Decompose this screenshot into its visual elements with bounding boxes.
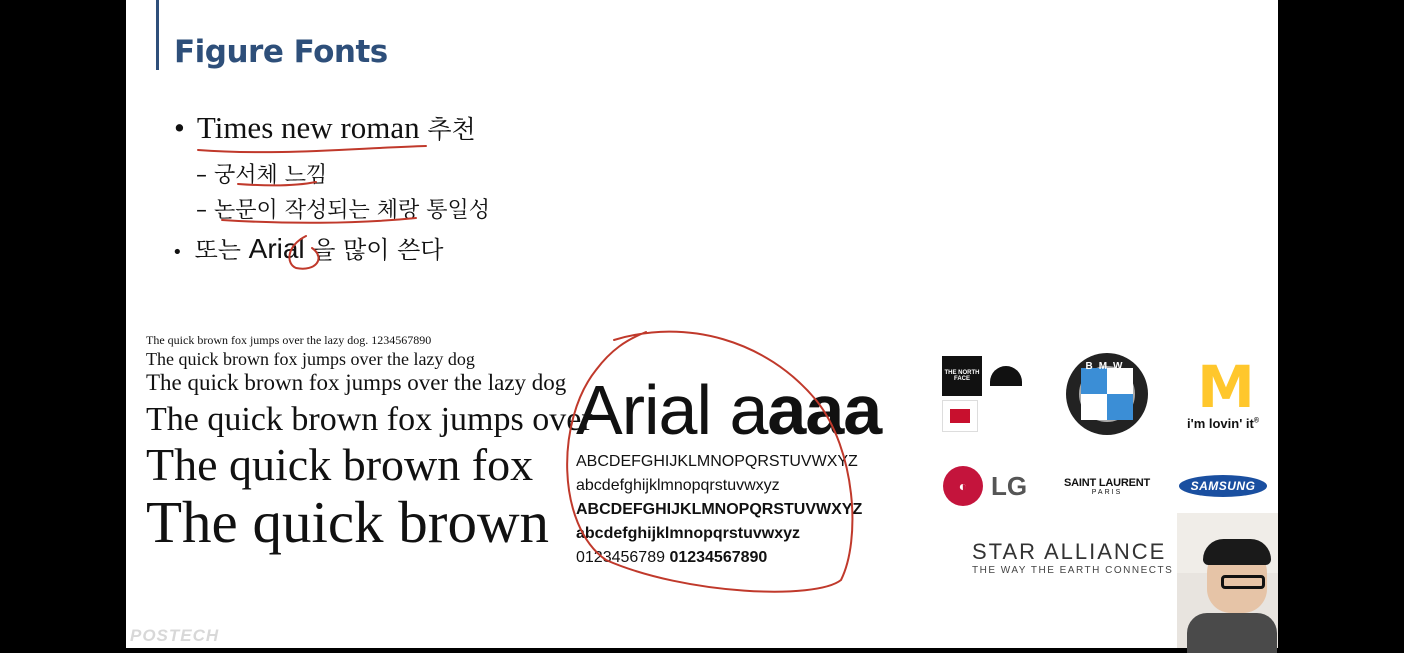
times-sample-line: The quick brown fox jumps over — [146, 400, 593, 438]
times-sample-line: The quick brown — [146, 488, 550, 555]
underline-times-icon — [198, 146, 426, 152]
bullet-arial-post: 을 많이 쓴다 — [312, 236, 444, 264]
arial-lower: abcdefghijklmnopqrstuvwxyz — [576, 477, 780, 494]
times-sample-line: The quick brown fox jumps over the lazy dog. 1234567890 — [146, 333, 432, 347]
north-face-row — [942, 356, 1022, 396]
bullet-dot-icon: • — [172, 242, 183, 263]
slide-title: Figure Fonts — [174, 34, 388, 70]
saint-laurent-logo — [1046, 440, 1168, 532]
saint-laurent-paris: PARIS — [1091, 488, 1123, 496]
lg-text: LG — [990, 470, 1028, 501]
webcam-glasses-icon — [1221, 575, 1265, 589]
bullet-dot-icon: • — [174, 110, 185, 145]
mcdonalds-tm: ® — [1253, 417, 1260, 425]
mcdonalds-logo — [1168, 348, 1278, 440]
bullet-times-kr: 추천 — [427, 115, 476, 144]
webcam-hair-icon — [1203, 539, 1271, 565]
north-face-logo — [924, 348, 1046, 440]
bmw-roundel-icon — [1066, 353, 1148, 435]
bmw-label: BMW — [1085, 361, 1129, 372]
title-accent-bar — [156, 0, 159, 70]
arial-lower-bold: abcdefghijklmnopqrstuvwxyz — [576, 525, 801, 542]
bullet-times — [174, 110, 476, 146]
samsung-text: SAMSUNG — [1179, 475, 1268, 497]
arial-digits-bold: 01234567890 — [669, 549, 768, 566]
arial-upper: ABCDEFGHIJKLMNOPQRSTUVWXYZ — [576, 453, 858, 470]
arial-big-text — [576, 370, 881, 450]
bmw-logo — [1052, 348, 1162, 440]
arial-upper-bold: ABCDEFGHIJKLMNOPQRSTUVWXYZ — [576, 501, 863, 518]
mcdonalds-slogan-text: i'm lovin' it — [1186, 415, 1254, 431]
webcam-overlay — [1177, 513, 1278, 648]
bullet-times-en: Times new roman — [196, 110, 420, 145]
times-sample-line: The quick brown fox — [146, 439, 534, 491]
times-sample-line: The quick brown fox jumps over the lazy dog — [146, 348, 475, 369]
arial-sample-panel — [576, 370, 881, 570]
bmw-quadrants-icon — [1079, 366, 1135, 422]
slide — [126, 0, 1278, 648]
arial-digits-row — [576, 546, 881, 570]
star-alliance-sub: THE WAY THE EARTH CONNECTS — [972, 564, 1174, 576]
times-sample-panel — [146, 333, 593, 555]
north-face-red-icon — [942, 400, 978, 432]
bullet-arial-pre: 또는 — [194, 236, 241, 264]
webcam-shirt-icon — [1187, 613, 1277, 653]
bullet-arial-en: Arial — [248, 233, 305, 264]
lg-face-icon: ◐ — [943, 466, 983, 506]
north-face-box: THE NORTH FACE — [942, 356, 982, 396]
star-alliance-text: STAR ALLIANCE — [972, 538, 1167, 564]
arial-big-regular: Arial a — [576, 371, 768, 449]
arial-big-bold: aaa — [767, 371, 882, 449]
lg-logo — [924, 440, 1046, 532]
postech-watermark: POSTECH — [130, 626, 220, 645]
sub-bullet-2: – 논문이 작성되는 체랑 통일성 — [196, 198, 490, 223]
bullet-arial — [172, 230, 443, 265]
north-face-red-mark-icon — [950, 409, 970, 423]
golden-arches-icon: M — [1197, 352, 1249, 421]
arial-digits: 0123456789 — [576, 549, 665, 566]
mcdonalds-slogan — [1187, 416, 1259, 431]
sub-bullet-1: – 궁서체 느낌 — [196, 163, 328, 188]
saint-laurent-text: SAINT LAURENT — [1063, 476, 1150, 489]
times-sample-line: The quick brown fox jumps over the lazy dog — [146, 370, 567, 396]
north-face-arc-icon — [990, 366, 1022, 386]
